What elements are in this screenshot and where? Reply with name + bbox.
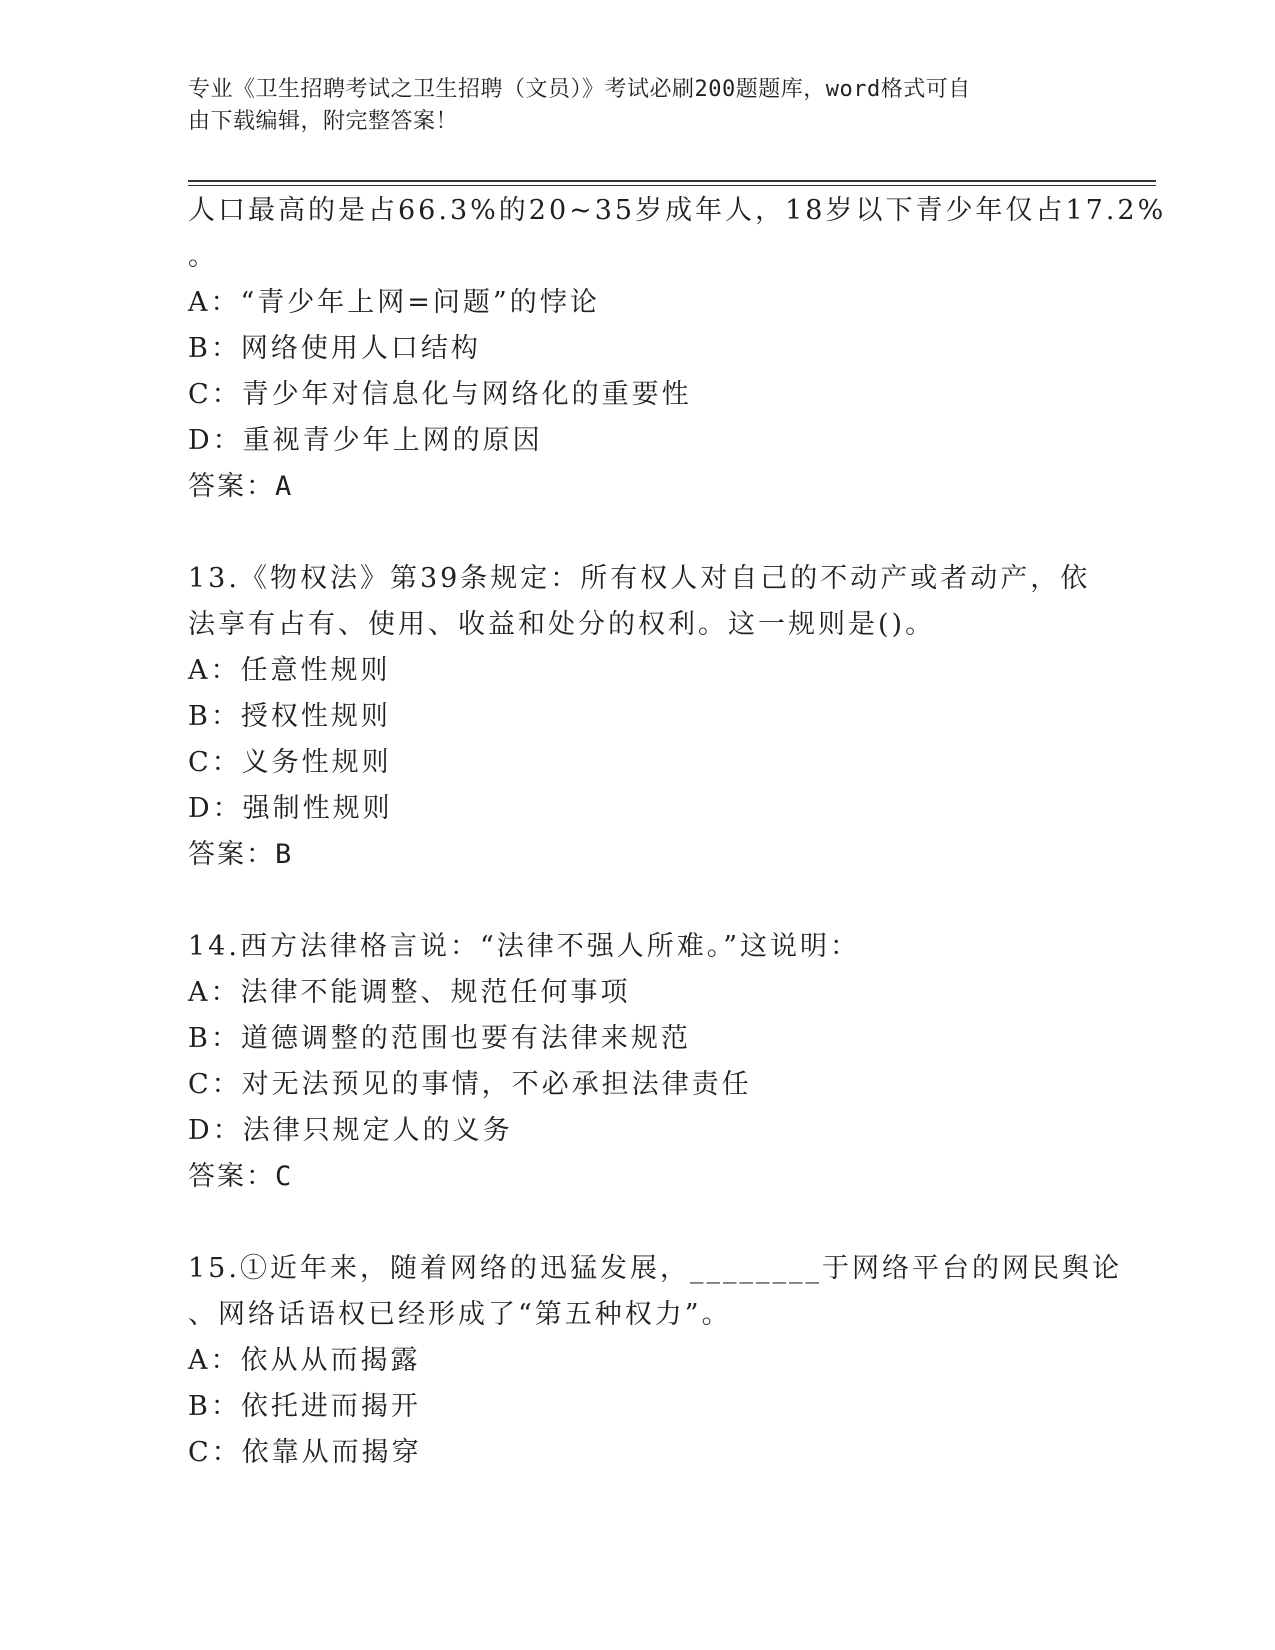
answer-line: 答案：B [188, 839, 294, 870]
question-14 [188, 924, 1088, 1200]
question-gap [188, 510, 1088, 556]
question-stem-line: 人口最高的是占66.3%的20~35岁成年人，18岁以下青少年仅占17.2% [188, 195, 1167, 226]
header-title-line-2: 由下载编辑，附完整答案！ [188, 109, 459, 134]
header-divider-thin [188, 185, 1156, 186]
option-a: A：“青少年上网=问题”的悖论 [188, 287, 600, 318]
answer-line: 答案：A [188, 471, 294, 502]
question-15 [188, 1246, 1122, 1476]
option-b: B：授权性规则 [188, 701, 391, 732]
option-b: B：道德调整的范围也要有法律来规范 [188, 1023, 691, 1054]
question-gap [188, 1200, 1088, 1246]
question-stem-line: 。 [188, 241, 218, 272]
option-b: B：依托进而揭开 [188, 1391, 421, 1422]
question-13 [188, 556, 1091, 878]
option-c: C：青少年对信息化与网络化的重要性 [188, 379, 692, 410]
header-divider-thick [188, 180, 1156, 182]
option-b: B：网络使用人口结构 [188, 333, 481, 364]
question-stem-line: 、网络话语权已经形成了“第五种权力”。 [188, 1299, 732, 1330]
question-gap [188, 878, 1088, 924]
question-stem-line: 法享有占有、使用、收益和处分的权利。这一规则是()。 [188, 609, 936, 640]
option-d: D：重视青少年上网的原因 [188, 425, 543, 456]
question-stem-line: 14.西方法律格言说：“法律不强人所难。”这说明： [188, 931, 861, 962]
option-c: C：依靠从而揭穿 [188, 1437, 422, 1468]
page-header [188, 74, 1088, 138]
option-c: C：对无法预见的事情，不必承担法律责任 [188, 1069, 752, 1100]
option-c: C：义务性规则 [188, 747, 392, 778]
option-a: A：任意性规则 [188, 655, 391, 686]
option-a: A：法律不能调整、规范任何事项 [188, 977, 631, 1008]
option-d: D：强制性规则 [188, 793, 393, 824]
question-stem-line: 15.①近年来，随着网络的迅猛发展，________于网络平台的网民舆论 [188, 1253, 1122, 1284]
option-d: D：法律只规定人的义务 [188, 1115, 513, 1146]
answer-line: 答案：C [188, 1161, 294, 1192]
question-stem-line: 13.《物权法》第39条规定：所有权人对自己的不动产或者动产，依 [188, 563, 1091, 594]
question-12 [188, 188, 1167, 510]
question-list [188, 188, 1167, 1476]
option-a: A：依从从而揭露 [188, 1345, 421, 1376]
header-title-line-1: 专业《卫生招聘考试之卫生招聘（文员）》考试必刷200题题库，word格式可自 [188, 77, 971, 102]
